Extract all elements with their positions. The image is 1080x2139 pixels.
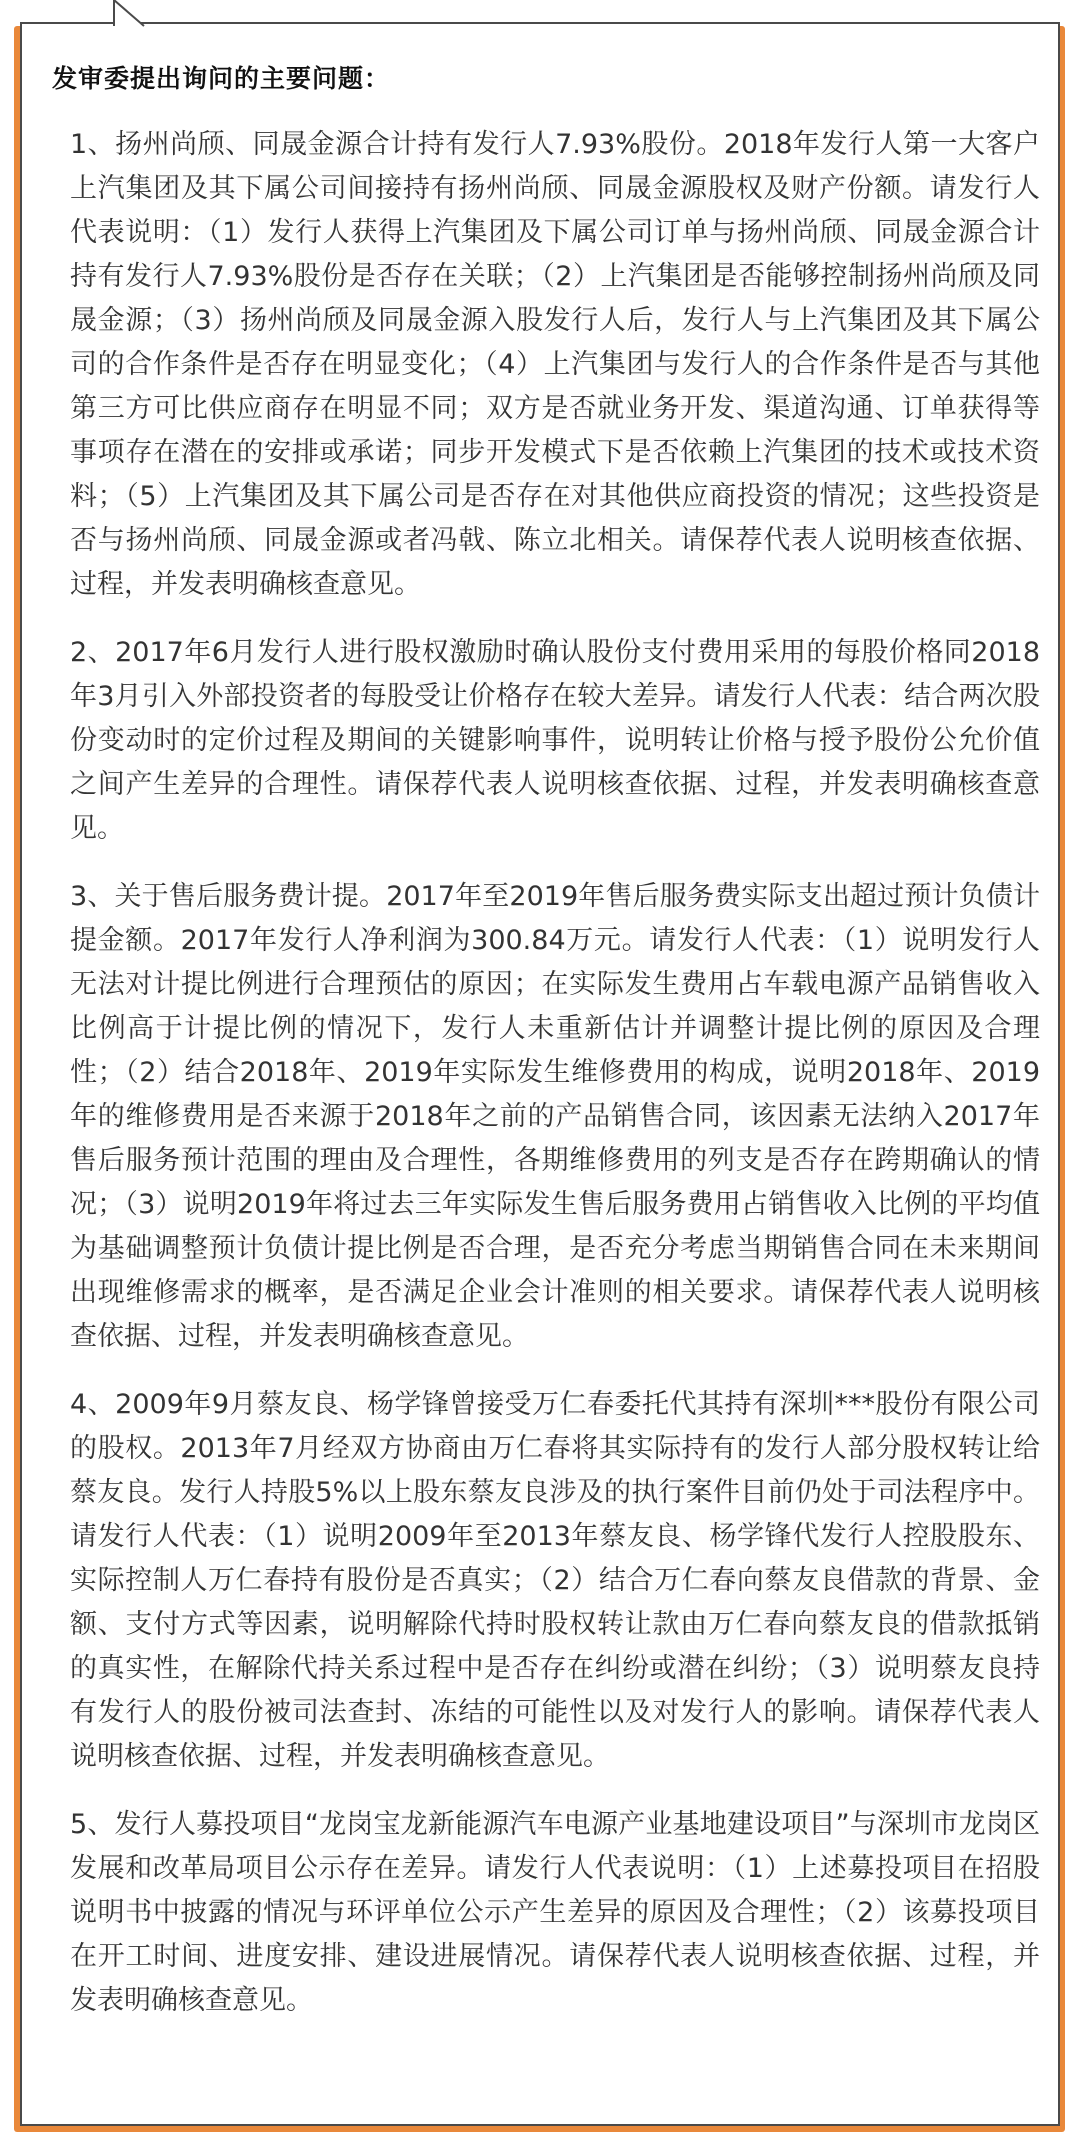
speech-notch-icon <box>114 0 154 26</box>
question-paragraph-5: 5、发行人募投项目“龙岗宝龙新能源汽车电源产业基地建设项目”与深圳市龙岗区发展和改革局项目公示存在差异。请发行人代表说明：（1）上述募投项目在招股说明书中披露的情况与环评单位公示产生差异的原因及合理性；（2）该募投项目在开工时间、进度安排、建设进展情况。请保荐代表人说明核查依据、过程，并发表明确核查意见。 <box>70 1809 1040 2016</box>
question-paragraph-1: 1、扬州尚颀、同晟金源合计持有发行人7.93%股份。2018年发行人第一大客户上汽集团及其下属公司间接持有扬州尚颀、同晟金源股权及财产份额。请发行人代表说明：（1）发行人获得上汽集团及下属公司订单与扬州尚颀、同晟金源合计持有发行人7.93%股份是否存在关联；（2）上汽集团是否能够控制扬州尚颀及同晟金源；（3）扬州尚颀及同晟金源入股发行人后，发行人与上汽集团及其下属公司的合作条件是否存在明显变化；（4）上汽集团与发行人的合作条件是否与其他第三方可比供应商存在明显不同；双方是否就业务开发、渠道沟通、订单获得等事项存在潜在的安排或承诺；同步开发模式下是否依赖上汽集团的技术或技术资料；（5）上汽集团及其下属公司是否存在对其他供应商投资的情况；这些投资是否与扬州尚颀、同晟金源或者冯戟、陈立北相关。请保荐代表人说明核查依据、过程，并发表明确核查意见。 <box>70 129 1040 600</box>
question-paragraph-2: 2、2017年6月发行人进行股权激励时确认股份支付费用采用的每股价格同2018年3月引入外部投资者的每股受让价格存在较大差异。请发行人代表：结合两次股份变动时的定价过程及期间的关键影响事件，说明转让价格与授予股份公允价值之间产生差异的合理性。请保荐代表人说明核查依据、过程，并发表明确核查意见。 <box>70 637 1040 844</box>
card-title: 发审委提出询问的主要问题： <box>52 64 391 93</box>
question-card <box>20 22 1060 2126</box>
question-paragraph-3: 3、关于售后服务费计提。2017年至2019年售后服务费实际支出超过预计负债计提金额。2017年发行人净利润为300.84万元。请发行人代表：（1）说明发行人无法对计提比例进行合理预估的原因；在实际发生费用占车载电源产品销售收入比例高于计提比例的情况下，发行人未重新估计并调整计提比例的原因及合理性；（2）结合2018年、2019年实际发生维修费用的构成，说明2018年、2019年的维修费用是否来源于2018年之前的产品销售合同，该因素无法纳入2017年售后服务预计范围的理由及合理性，各期维修费用的列支是否存在跨期确认的情况；（3）说明2019年将过去三年实际发生售后服务费用占销售收入比例的平均值为基础调整预计负债计提比例是否合理，是否充分考虑当期销售合同在未来期间出现维修需求的概率，是否满足企业会计准则的相关要求。请保荐代表人说明核查依据、过程，并发表明确核查意见。 <box>70 881 1040 1352</box>
question-paragraph-4: 4、2009年9月蔡友良、杨学锋曾接受万仁春委托代其持有深圳***股份有限公司的股权。2013年7月经双方协商由万仁春将其实际持有的发行人部分股权转让给蔡友良。发行人持股5%以上股东蔡友良涉及的执行案件目前仍处于司法程序中。请发行人代表：（1）说明2009年至2013年蔡友良、杨学锋代发行人控股股东、实际控制人万仁春持有股份是否真实；（2）结合万仁春向蔡友良借款的背景、金额、支付方式等因素，说明解除代持时股权转让款由万仁春向蔡友良的借款抵销的真实性，在解除代持关系过程中是否存在纠纷或潜在纠纷；（3）说明蔡友良持有发行人的股份被司法查封、冻结的可能性以及对发行人的影响。请保荐代表人说明核查依据、过程，并发表明确核查意见。 <box>70 1389 1040 1772</box>
